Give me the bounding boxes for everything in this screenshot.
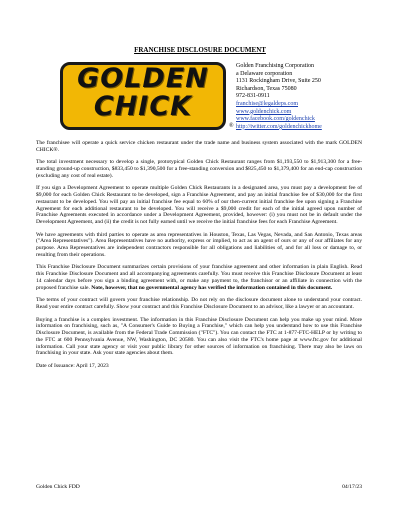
paragraph-trade-name: The franchisee will operate a quick service chicken restaurant under the trade name and business system associated with the mark GOLDEN CHICK®. [36, 140, 362, 153]
issuance-date: Date of Issuance: April 17, 2023 [36, 362, 109, 369]
company-entity: a Delaware corporation [236, 70, 293, 77]
golden-chick-logo [60, 62, 226, 130]
logo-line-golden: GOLDEN [77, 63, 209, 94]
twitter-link[interactable]: http://twitter.com/goldenchickhome [236, 123, 322, 130]
city-address: Richardson, Texas 75080 [236, 85, 297, 92]
document-title: FRANCHISE DISCLOSURE DOCUMENT [134, 46, 266, 54]
paragraph-buying-franchise: Buying a franchise is a complex investment. The information in this Franchise Disclosure Document can help you make up your mind. More information on franchising, such as, "A Consumer's Guide to Buying a Franchise," which can help you understand how to use this Franchise Disclosure Document, is available from the Federal Trade Commission ("FTC"). You can contact the FTC at 1-877-FTC-HELP or by writing to the FTC at 600 Pennsylvania Avenue, NW, Washington, DC 20580. You can also visit the FTC's home page at www.ftc.gov for additional information. Call your state agency or visit your public library for other sources of information on franchising. There may also be laws on franchising in your state. Ask your state agencies about them. [36, 316, 362, 357]
document-body [36, 140, 362, 375]
logo-line-chick: CHICK [93, 91, 193, 122]
paragraph-investment: The total investment necessary to develop a single, prototypical Golden Chick Restaurant ranges from $1,193,550 to $1,913,300 for a free-standing ground-up construction, $833,450 to $1,390,500 for a free-standing conversion and $825,450 to $1,379,400 for an end-cap construction (excluding any cost of real estate). [36, 159, 362, 179]
contact-block [236, 63, 322, 131]
paragraph-area-representatives: We have agreements with third parties to operate as area representatives in Houston, Texas, Las Vegas, Nevada, and San Antonio, Texas areas ("Area Representatives"). Area Representatives have no authority, express or implied, to act as an agent of ours or any of our affiliates for any purpose. Area Representatives are independent contractors responsible for all obligations and liabilities of, and for all loss or damage to, or resulting from their operations. [36, 231, 362, 258]
registered-mark: ® [229, 123, 234, 129]
paragraph-summary [36, 264, 362, 291]
website-link[interactable]: www.goldenchick.com [236, 108, 292, 115]
street-address: 1131 Rockingham Drive, Suite 250 [236, 78, 321, 85]
footer-date: 04/17/23 [342, 484, 362, 490]
facebook-link[interactable]: www.facebook.com/goldenchick [236, 116, 315, 123]
company-name: Golden Franchising Corporation [236, 63, 314, 69]
email-link[interactable]: franchise@legaldeps.com [236, 100, 299, 107]
paragraph-development: If you sign a Development Agreement to operate multiple Golden Chick Restaurants in a designated area, you must pay a development fee of $9,000 for each Golden Chick Restaurant to be developed, sign a Franchise Agreement, and pay an initial franchise fee of $30,000 for the first restaurant to be developed. You will pay an initial franchise fee equal to 60% of our then-current initial franchise fee upon signing a Franchise Agreement for each additional restaurant to be developed. You will receive a $9,000 credit for each of the initial agreed upon number of Franchise Agreements executed in accordance under a Development Agreement, provided, however: (i) you must not be in default under the Development Agreement, and (ii) the credit is not fully earned until we receive the initial franchise fees for each Franchise Agreement. [36, 185, 362, 226]
summary-text: This Franchise Disclosure Document summarizes certain provisions of your franchise agreement and other information in plain English. Read this Franchise Disclosure Document and all accompanying agreements carefully. You must receive this Franchise Disclosure Document at least 14 calendar days before you sign a binding agreement with, or make any payment to, the franchisor or an affiliate in connection with the proposed franchise sale. [36, 264, 362, 291]
paragraph-contract-terms: The terms of your contract will govern your franchise relationship. Do not rely on the disclosure document alone to understand your contract. Read your entire contract carefully. Show your contract and this Franchise Disclosure Document to an advisor, like a lawyer or an accountant. [36, 297, 362, 310]
phone-number: 972-831-0911 [236, 93, 270, 100]
footer-document-name: Golden Chick FDD [36, 484, 80, 490]
summary-bold-note: Note, however, that no governmental agency has verified the information contained in this document. [91, 284, 333, 291]
